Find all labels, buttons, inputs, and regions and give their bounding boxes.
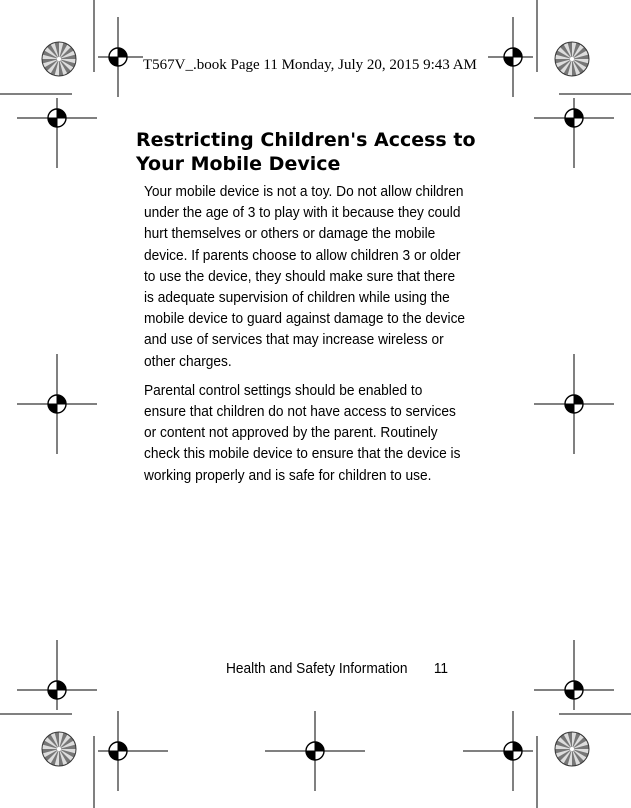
section-title-line-1: Restricting Children's Access to (136, 129, 476, 151)
star-target-top-right (555, 42, 589, 76)
paragraph-toy-warning: Your mobile device is not a toy. Do not allow children under the age of 3 to play with it because they could hurt themselves or others or damage the mobile device. If parents choose to allow children 3 or older to use the device, they should make sure that there is adequate supervision of children while using the mobile device to guard against damage to the device and use of services that may increase wireless or other charges. (144, 184, 466, 370)
star-target-bottom-left (42, 732, 76, 766)
section-title (136, 128, 496, 176)
page-number: 11 (433, 661, 449, 677)
star-target-top-left (42, 42, 76, 76)
star-target-bottom-right (555, 732, 589, 766)
section-title-line-2: Your Mobile Device (136, 153, 341, 175)
paragraph-parental-controls: Parental control settings should be enabled to ensure that children do not have access to services or content not approved by the parent. Routinely check this mobile device to ensure that the device is working properly and is safe for children to use. (144, 382, 461, 484)
book-header-line: T567V_.book Page 11 Monday, July 20, 2015 9:43 AM (143, 55, 488, 77)
footer-chapter-title: Health and Safety Information (226, 661, 408, 677)
section-body (144, 182, 465, 495)
page-footer (226, 659, 489, 679)
